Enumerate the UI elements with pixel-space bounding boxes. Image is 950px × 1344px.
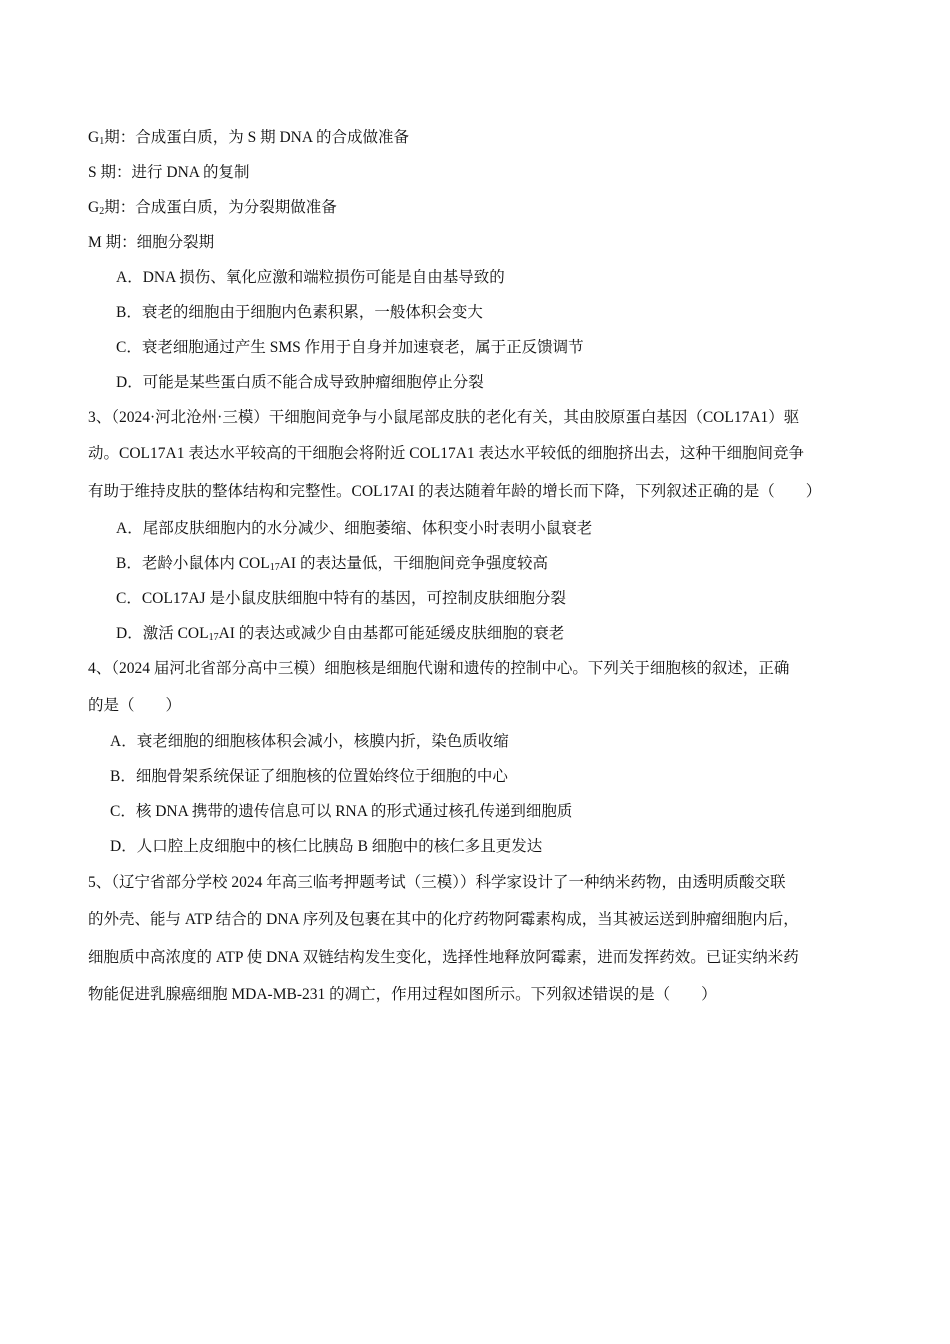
phase-g2 bbox=[88, 198, 337, 218]
q2-option-b: B．衰老的细胞由于细胞内色素积累，一般体积会变大 bbox=[116, 304, 483, 321]
q3-stem-line-2: 动。COL17A1 表达水平较高的干细胞会将附近 COL17A1 表达水平较低的细胞挤出去，这种干细胞间竞争 bbox=[88, 445, 805, 462]
phase-g1-prefix: G bbox=[88, 129, 100, 146]
q3-option-d-post: AI 的表达或减少自由基都可能延缓皮肤细胞的衰老 bbox=[218, 625, 565, 642]
phase-m bbox=[88, 233, 214, 253]
q3-option-d bbox=[116, 624, 564, 644]
q2-option-c: C．衰老细胞通过产生 SMS 作用于自身并加速衰老，属于正反馈调节 bbox=[116, 339, 584, 356]
phase-g1-sub: 1 bbox=[99, 136, 105, 147]
q5-stem-line-2: 的外壳、能与 ATP 结合的 DNA 序列及包裹在其中的化疗药物阿霉素构成，当其被运送到肿瘤细胞内后， bbox=[88, 911, 799, 928]
q3-option-c bbox=[116, 589, 566, 609]
q3-option-b bbox=[116, 554, 548, 574]
q4-stem-line-2: 的是（ ） bbox=[88, 697, 182, 714]
q3-option-b-post: AI 的表达量低，干细胞间竞争强度较高 bbox=[279, 555, 548, 572]
phase-g2-prefix: G bbox=[88, 199, 100, 216]
q5-stem-line-3: 细胞质中高浓度的 ATP 使 DNA 双链结构发生变化，选择性地释放阿霉素，进而发挥药效。已证实纳米药 bbox=[88, 949, 799, 966]
phase-g2-sub: 2 bbox=[99, 206, 105, 217]
phase-m-text: M 期：细胞分裂期 bbox=[88, 234, 215, 251]
q3-stem-line-1: 3、（2024·河北沧州·三模）干细胞间竞争与小鼠尾部皮肤的老化有关，其由胶原蛋白基因（COL17A1）驱 bbox=[88, 409, 800, 426]
q3-option-d-sub: 17 bbox=[208, 632, 219, 643]
q4-option-c: C．核 DNA 携带的遗传信息可以 RNA 的形式通过核孔传递到细胞质 bbox=[110, 803, 573, 820]
q3-option-d-pre: D．激活 COL bbox=[116, 625, 209, 642]
q4-option-a: A．衰老细胞的细胞核体积会减小，核膜内折，染色质收缩 bbox=[110, 733, 509, 750]
q3-option-a-text: A．尾部皮肤细胞内的水分减少、细胞萎缩、体积变小时表明小鼠衰老 bbox=[116, 520, 593, 537]
phase-s-text: S 期：进行 DNA 的复制 bbox=[88, 164, 250, 181]
phase-s bbox=[88, 163, 249, 183]
phase-g2-text: 期：合成蛋白质，为分裂期做准备 bbox=[104, 199, 337, 216]
q4-option-d: D．人口腔上皮细胞中的核仁比胰岛 B 细胞中的核仁多且更发达 bbox=[110, 838, 543, 855]
q2-option-d: D．可能是某些蛋白质不能合成导致肿瘤细胞停止分裂 bbox=[116, 374, 484, 391]
phase-g1 bbox=[88, 128, 409, 148]
q2-option-a: A．DNA 损伤、氧化应激和端粒损伤可能是自由基导致的 bbox=[116, 269, 505, 286]
q3-option-a bbox=[116, 519, 592, 539]
q4-option-b: B．细胞骨架系统保证了细胞核的位置始终位于细胞的中心 bbox=[110, 768, 508, 785]
phase-g1-text: 期：合成蛋白质，为 S 期 DNA 的合成做准备 bbox=[104, 129, 410, 146]
q5-stem-line-1: 5、（辽宁省部分学校 2024 年高三临考押题考试（三模））科学家设计了一种纳米药物，由透明质酸交联 bbox=[88, 874, 786, 891]
q4-stem-line-1: 4、（2024 届河北省部分高中三模）细胞核是细胞代谢和遗传的控制中心。下列关于细胞核的叙述，正确 bbox=[88, 660, 790, 677]
q3-option-b-sub: 17 bbox=[269, 562, 280, 573]
q3-option-b-pre: B．老龄小鼠体内 COL bbox=[116, 555, 270, 572]
q3-option-c-text: C．COL17AJ 是小鼠皮肤细胞中特有的基因，可控制皮肤细胞分裂 bbox=[116, 590, 566, 607]
q5-stem-line-4: 物能促进乳腺癌细胞 MDA-MB-231 的凋亡，作用过程如图所示。下列叙述错误的是（ ） bbox=[88, 986, 717, 1003]
q3-stem-line-3: 有助于维持皮肤的整体结构和完整性。COL17AI 的表达随着年龄的增长而下降，下列叙述正确的是（ ） bbox=[88, 483, 822, 500]
